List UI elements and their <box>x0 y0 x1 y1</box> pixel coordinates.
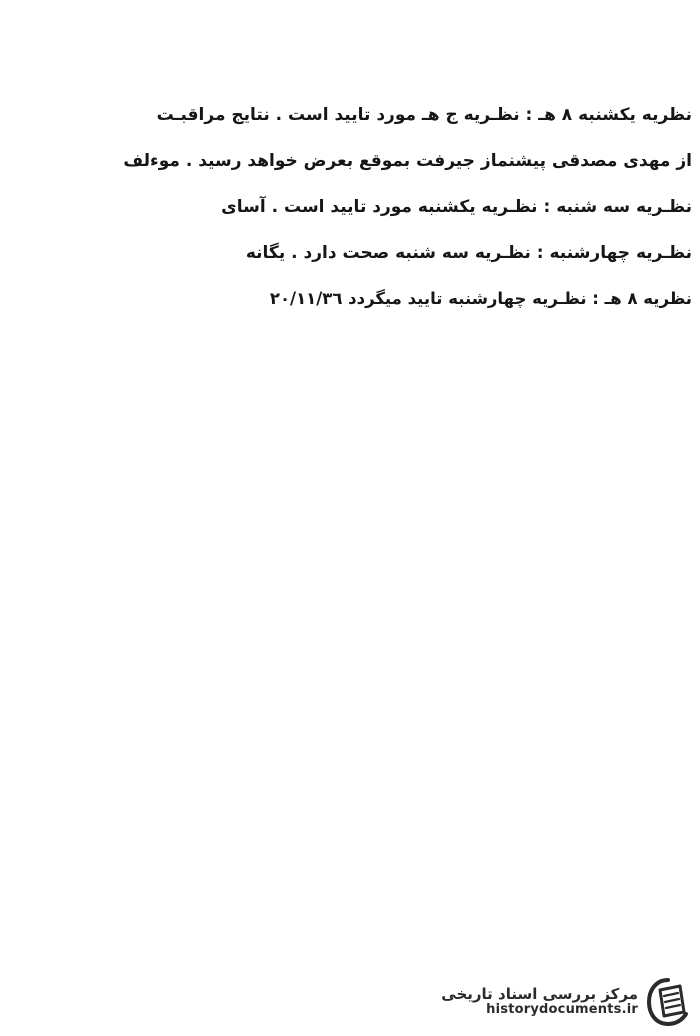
document-body <box>40 92 692 322</box>
watermark-text <box>441 986 638 1018</box>
document-line-2: از مهدى مصدقى پيشنماز جيرفت بموقع بعرض خواهد رسيد . موءلف <box>123 151 692 171</box>
watermark <box>441 976 690 1028</box>
document-archive-logo-icon <box>646 976 690 1028</box>
document-line-1: نظريه يكشنبه ٨ هـ : نظـريه ج هـ مورد تاييد است . نتايج مراقبـت <box>156 105 692 125</box>
document-line-3: نظـريه سه شنبه : نظـريه يكشنبه مورد تاييد است . آساى <box>221 197 692 217</box>
watermark-name: مرکز بررسی اسناد تاریخی <box>441 984 638 1003</box>
document-line-5: نظريه ٨ هـ : نظـريه چهارشنبه تاييد ميگردد ٢٠/١١/٣٦ <box>269 289 692 308</box>
document-line-4: نظـريه چهارشنبه : نظـريه سه شنبه صحت دارد . يگانه <box>245 243 692 263</box>
watermark-url: historydocuments.ir <box>486 1002 638 1018</box>
